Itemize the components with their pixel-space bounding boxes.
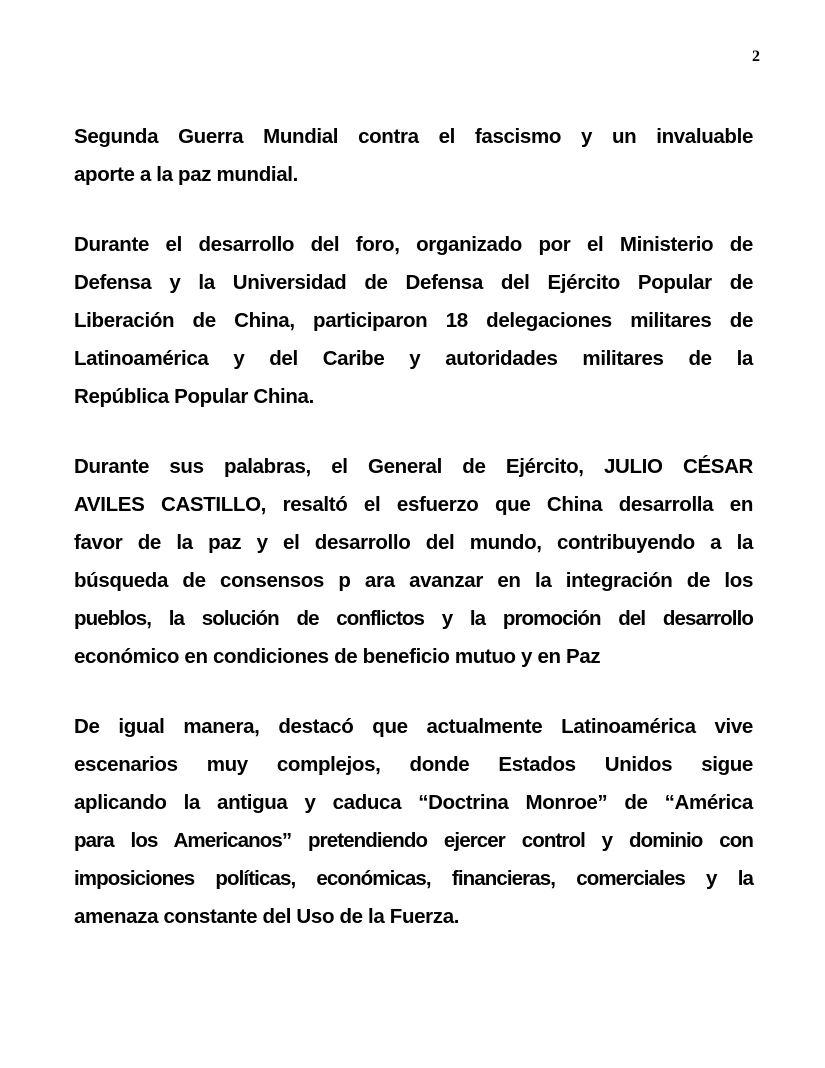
text-line: De igual manera, destacó que actualmente Latinoamérica vive xyxy=(74,715,753,738)
text-line: escenarios muy complejos, donde Estados Unidos sigue xyxy=(74,753,753,776)
paragraph-1 xyxy=(74,118,753,194)
paragraph-4 xyxy=(74,708,753,936)
page-number: 2 xyxy=(752,48,760,65)
text-line: búsqueda de consensos p ara avanzar en la integración de los xyxy=(74,569,753,592)
text-line: Durante sus palabras, el General de Ejército, JULIO CÉSAR xyxy=(74,455,753,478)
paragraph-2 xyxy=(74,226,753,416)
text-line: imposiciones políticas, económicas, financieras, comerciales y la xyxy=(74,867,753,890)
text-line: pueblos, la solución de conflictos y la promoción del desarrollo xyxy=(74,607,753,630)
text-line: para los Americanos” pretendiendo ejercer control y dominio con xyxy=(74,829,753,852)
paragraph-3 xyxy=(74,448,753,676)
document-body xyxy=(74,118,753,968)
text-line: Liberación de China, participaron 18 delegaciones militares de xyxy=(74,309,753,332)
text-line: aporte a la paz mundial. xyxy=(74,163,298,186)
text-line: aplicando la antigua y caduca “Doctrina Monroe” de “América xyxy=(74,791,753,814)
text-line: República Popular China. xyxy=(74,385,314,408)
text-line: amenaza constante del Uso de la Fuerza. xyxy=(74,905,460,928)
text-line: AVILES CASTILLO, resaltó el esfuerzo que China desarrolla en xyxy=(74,493,753,516)
text-line: económico en condiciones de beneficio mutuo y en Paz xyxy=(74,645,601,668)
text-line: Durante el desarrollo del foro, organizado por el Ministerio de xyxy=(74,233,753,256)
text-line: favor de la paz y el desarrollo del mundo, contribuyendo a la xyxy=(74,531,753,554)
text-line: Segunda Guerra Mundial contra el fascismo y un invaluable xyxy=(74,125,753,148)
text-line: Latinoamérica y del Caribe y autoridades militares de la xyxy=(74,347,753,370)
text-line: Defensa y la Universidad de Defensa del Ejército Popular de xyxy=(74,271,753,294)
